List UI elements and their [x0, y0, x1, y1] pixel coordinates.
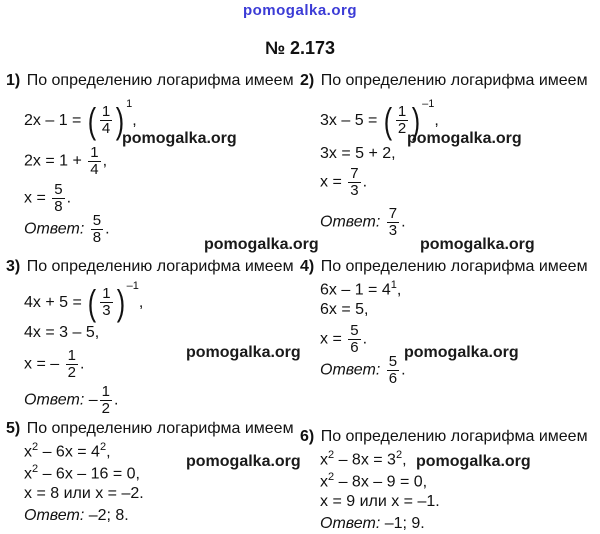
watermark: pomogalka.org [122, 130, 237, 147]
p4-line2: 6x = 5, [320, 301, 369, 318]
site-title[interactable]: pomogalka.org [242, 2, 357, 19]
p2-line3: x = $\frac{7}{3}$ . [320, 165, 368, 199]
watermark: pomogalka.org [404, 344, 519, 361]
p1-line1: 2x – 1 = ( $\frac{1}{4}$ ) $^1$, [24, 98, 137, 141]
p3-line1: 4x + 5 = ( $\frac{1}{3}$ ) $^{-1}$, [24, 280, 144, 323]
p6-line2: $x^2 - 8x - 9 = 0$, [320, 471, 428, 491]
watermark: pomogalka.org [420, 236, 535, 253]
p5-answer: Ответ: –2; 8. [24, 507, 129, 524]
p1-line2: 2x = 1 + $\frac{1}{4}$ , [24, 144, 108, 178]
p6-line3: x = 9 или x = –1. [320, 493, 440, 510]
watermark: pomogalka.org [416, 453, 531, 470]
p5-line3: x = 8 или x = –2. [24, 485, 144, 502]
p1-line3: x = $\frac{5}{8}$ . [24, 181, 72, 215]
p4-heading: 4) По определению логарифма имеем [300, 258, 588, 275]
p2-answer: Ответ: $\frac{7}{3}$ . [320, 205, 406, 239]
p3-heading: 3) По определению логарифма имеем [6, 258, 294, 275]
p1-heading: 1) По определению логарифма имеем [6, 72, 294, 89]
p4-answer: Ответ: $\frac{5}{6}$ . [320, 353, 406, 387]
watermark: pomogalka.org [186, 453, 301, 470]
p3-line2: 4x = 3 – 5, [24, 324, 100, 341]
p5-line1: $x^2 - 6x = 4^2$, [24, 441, 111, 461]
p1-answer: Ответ: $\frac{5}{8}$ . [24, 212, 110, 246]
p2-line1: 3x – 5 = ( $\frac{1}{2}$ ) $^{-1}$, [320, 98, 439, 141]
p6-heading: 6) По определению логарифма имеем [300, 428, 588, 445]
problem-number: № 2.173 [264, 38, 336, 58]
p5-line2: $x^2 - 6x - 16 = 0$, [24, 463, 140, 483]
p4-line3: x = $\frac{5}{6}$ . [320, 322, 368, 356]
watermark: pomogalka.org [186, 344, 301, 361]
p6-line1: $x^2 - 8x = 3^2$, [320, 449, 407, 469]
p6-answer: Ответ: –1; 9. [320, 515, 425, 532]
p3-answer: Ответ: – $\frac{1}{2}$ . [24, 383, 119, 417]
p4-line1: $6x - 1 = 4^1$, [320, 279, 402, 299]
watermark: pomogalka.org [204, 236, 319, 253]
p2-heading: 2) По определению логарифма имеем [300, 72, 588, 89]
p2-line2: 3x = 5 + 2, [320, 145, 396, 162]
watermark: pomogalka.org [407, 130, 522, 147]
p3-line3: x = – $\frac{1}{2}$ . [24, 347, 85, 381]
p5-heading: 5) По определению логарифма имеем [6, 420, 294, 437]
